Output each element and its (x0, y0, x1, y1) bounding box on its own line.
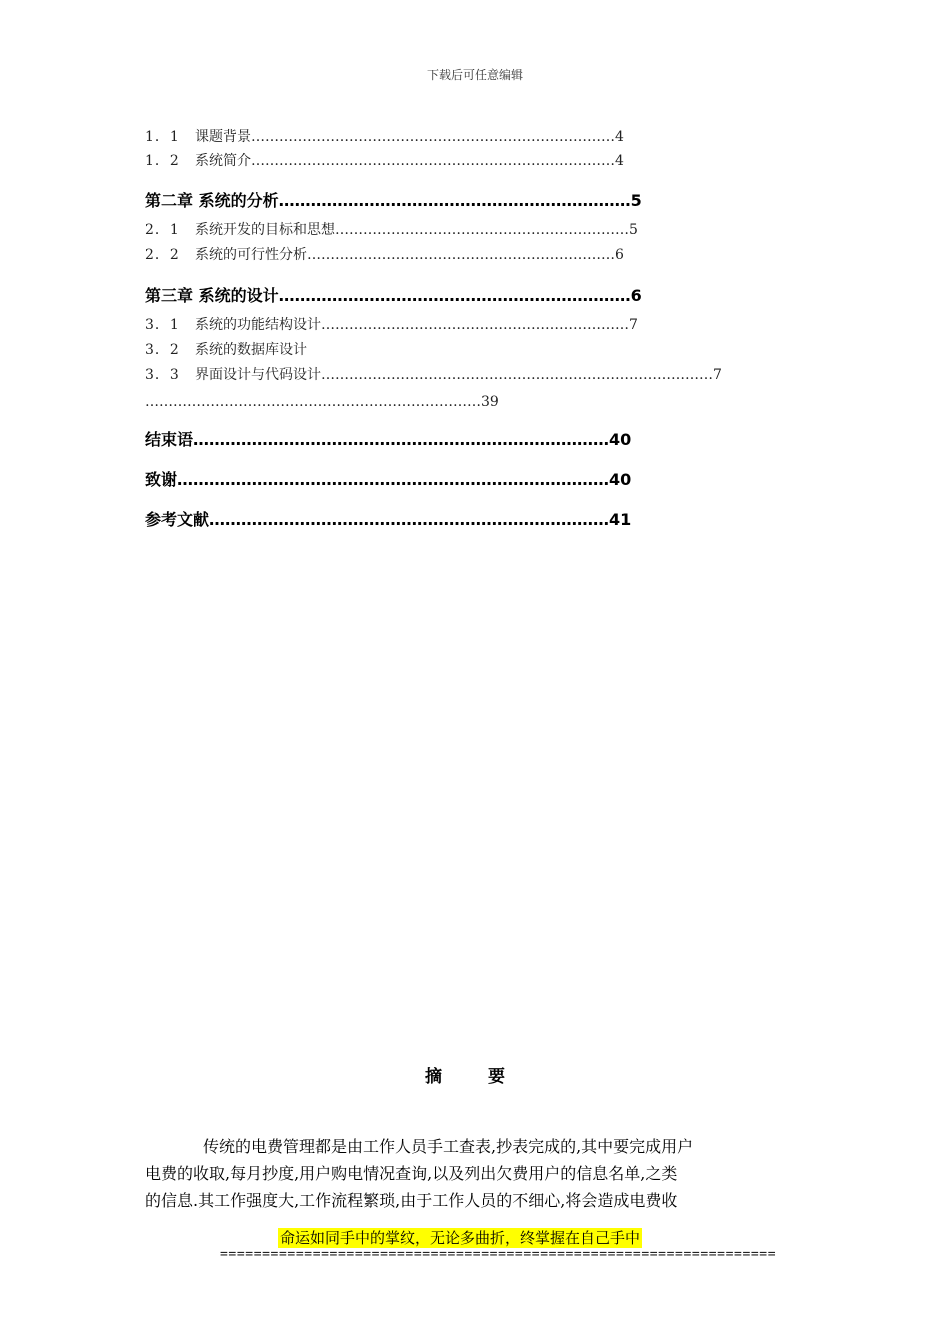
toc-entry-title: 系统开发的目标和思想 (195, 222, 335, 238)
abstract-line: 的信息.其工作强度大,工作流程繁琐,由于工作人员的不细心,将会造成电费收 (145, 1191, 678, 1210)
toc-page-number: 40 (609, 470, 632, 489)
toc-entry-title: 课题背景 (195, 129, 251, 145)
footer-divider: ================================================================== (220, 1247, 777, 1262)
toc-entry[interactable] (145, 365, 795, 385)
toc-entry-title: 系统的数据库设计 (195, 342, 307, 358)
toc-entry-number: 3．3 (145, 367, 180, 383)
toc-entry-title: 结束语 (145, 430, 194, 449)
toc-entry-number: 1．2 (145, 153, 180, 169)
toc-entry-title: 系统的功能结构设计 (195, 317, 321, 333)
toc-entry[interactable] (145, 285, 767, 307)
abstract-line: 电费的收取,每月抄度,用户购电情况查询,以及列出欠费用户的信息名单,之类 (145, 1164, 678, 1183)
toc-entry-number: 3．1 (145, 317, 180, 333)
toc-entry-title: 系统的可行性分析 (195, 247, 307, 263)
toc-page-number: 6 (615, 247, 624, 263)
toc-entry-title: 致谢 (145, 470, 178, 489)
toc-entry-title: 界面设计与代码设计 (195, 367, 321, 383)
toc-page-number: 5 (630, 191, 642, 210)
toc-leader-dots: ………………………………………………………………… (209, 510, 610, 529)
toc-leader-dots: ……………………………………………………………… (145, 394, 481, 410)
toc-page-number: 41 (609, 510, 632, 529)
toc-entry[interactable] (145, 315, 705, 335)
toc-page-number: 39 (481, 394, 499, 410)
toc-entry[interactable] (145, 509, 795, 531)
abstract-line: 传统的电费管理都是由工作人员手工查表,抄表完成的,其中要完成用户 (203, 1137, 694, 1156)
page-header: 下载后可任意编辑 (426, 68, 523, 82)
toc-leader-dots: ……………………………………………………… (335, 222, 629, 238)
toc-leader-dots: ……………………………………………………………………… (177, 470, 610, 489)
toc-entry[interactable] (145, 127, 705, 147)
toc-leader-dots: …………………………………………………………………… (251, 129, 615, 145)
toc-entry[interactable] (145, 220, 705, 240)
toc-entry-number: 1．1 (145, 129, 180, 145)
toc-entry[interactable] (145, 340, 705, 360)
toc-leader-dots: …………………………………………………………………… (251, 153, 615, 169)
toc-page-number: 4 (615, 129, 624, 145)
toc-page-number: 6 (630, 286, 642, 305)
footer-motto: 命运如同手中的掌纹，无论多曲折，终掌握在自己手中 (280, 1229, 641, 1247)
toc-leader-dots: ………………………………………………………… (321, 317, 629, 333)
toc-entry[interactable] (145, 190, 757, 212)
toc-entry-title: 第二章 系统的分析 (145, 191, 279, 210)
toc-leader-dots: ………………………………………………………… (307, 247, 615, 263)
toc-entry[interactable] (145, 151, 705, 171)
toc-leader-dots: ………………………………………………………… (278, 191, 631, 210)
abstract-paragraph (145, 1133, 817, 1214)
abstract-title: 摘 要 (425, 1067, 525, 1087)
toc-page-number: 40 (609, 430, 632, 449)
toc-page-number: 7 (629, 317, 638, 333)
toc-page-number: 5 (629, 222, 638, 238)
toc-leader-dots: ………………………………………………………………………… (321, 367, 713, 383)
toc-entry-number: 3．2 (145, 342, 180, 358)
toc-leader-dots: ………………………………………………………… (278, 286, 631, 305)
toc-entry[interactable] (145, 245, 705, 265)
toc-leader-dots: …………………………………………………………………… (193, 430, 610, 449)
toc-entry[interactable] (145, 429, 795, 451)
toc-entry-number: 2．1 (145, 222, 180, 238)
toc-entry-title: 参考文献 (145, 510, 210, 529)
toc-entry-number: 2．2 (145, 247, 180, 263)
toc-entry-title: 系统简介 (195, 153, 251, 169)
toc-page-number: 4 (615, 153, 624, 169)
toc-page-number: 7 (713, 367, 722, 383)
toc-entry[interactable] (145, 469, 795, 491)
toc-entry[interactable] (145, 392, 535, 412)
toc-entry-title: 第三章 系统的设计 (145, 286, 279, 305)
